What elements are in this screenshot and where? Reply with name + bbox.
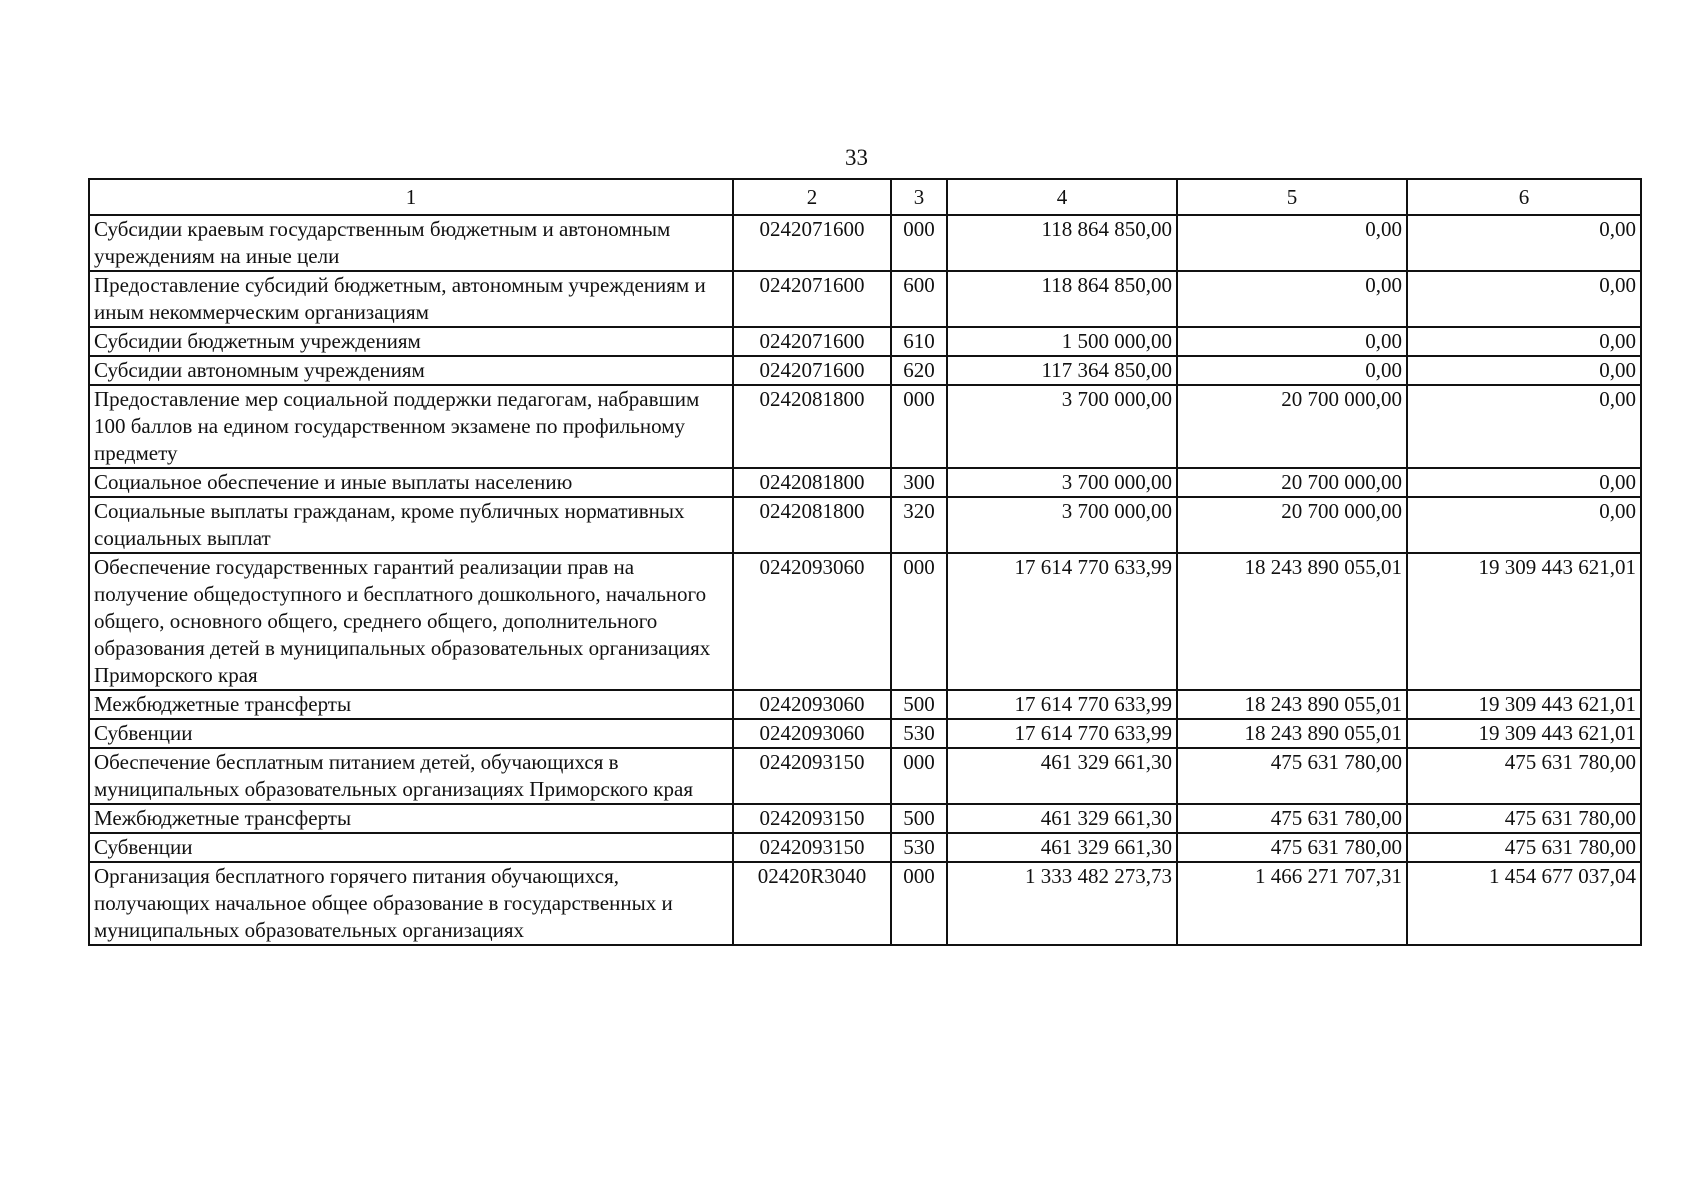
row-amount-col4: 3 700 000,00 (947, 385, 1177, 468)
row-target-code: 0242071600 (733, 215, 891, 271)
row-amount-col5: 20 700 000,00 (1177, 468, 1407, 497)
row-expense-type: 620 (891, 356, 947, 385)
row-name: Обеспечение бесплатным питанием детей, обучающихся в муниципальных образовательных организациях Приморского края (89, 748, 733, 804)
row-amount-col4: 3 700 000,00 (947, 497, 1177, 553)
row-amount-col6: 19 309 443 621,01 (1407, 719, 1641, 748)
row-expense-type: 300 (891, 468, 947, 497)
row-amount-col4: 1 333 482 273,73 (947, 862, 1177, 945)
page-number: 33 (845, 145, 868, 170)
row-amount-col5: 18 243 890 055,01 (1177, 719, 1407, 748)
table-row (89, 468, 1641, 497)
row-expense-type: 000 (891, 385, 947, 468)
row-name: Социальное обеспечение и иные выплаты населению (89, 468, 733, 497)
row-amount-col4: 17 614 770 633,99 (947, 719, 1177, 748)
row-amount-col4: 1 500 000,00 (947, 327, 1177, 356)
row-target-code: 0242093150 (733, 804, 891, 833)
table-header-row (89, 179, 1641, 215)
row-name: Субсидии автономным учреждениям (89, 356, 733, 385)
row-expense-type: 000 (891, 553, 947, 690)
header-col-1: 1 (89, 179, 733, 215)
row-target-code: 0242093150 (733, 748, 891, 804)
row-amount-col5: 1 466 271 707,31 (1177, 862, 1407, 945)
table-row (89, 862, 1641, 945)
row-expense-type: 600 (891, 271, 947, 327)
row-amount-col4: 461 329 661,30 (947, 804, 1177, 833)
header-col-3: 3 (891, 179, 947, 215)
row-name: Предоставление мер социальной поддержки педагогам, набравшим 100 баллов на едином государственном экзамене по профильному предмету (89, 385, 733, 468)
row-amount-col6: 19 309 443 621,01 (1407, 553, 1641, 690)
budget-table (88, 178, 1642, 946)
row-amount-col6: 1 454 677 037,04 (1407, 862, 1641, 945)
row-amount-col4: 17 614 770 633,99 (947, 553, 1177, 690)
row-target-code: 0242093060 (733, 719, 891, 748)
row-amount-col4: 461 329 661,30 (947, 748, 1177, 804)
row-amount-col5: 475 631 780,00 (1177, 833, 1407, 862)
table-row (89, 690, 1641, 719)
row-name: Субсидии краевым государственным бюджетным и автономным учреждениям на иные цели (89, 215, 733, 271)
row-amount-col5: 0,00 (1177, 356, 1407, 385)
row-amount-col6: 0,00 (1407, 385, 1641, 468)
row-amount-col6: 0,00 (1407, 356, 1641, 385)
row-expense-type: 000 (891, 748, 947, 804)
row-target-code: 0242081800 (733, 468, 891, 497)
row-amount-col4: 17 614 770 633,99 (947, 690, 1177, 719)
row-expense-type: 500 (891, 690, 947, 719)
row-target-code: 02420R3040 (733, 862, 891, 945)
table-row (89, 385, 1641, 468)
table-row (89, 553, 1641, 690)
row-name: Социальные выплаты гражданам, кроме публичных нормативных социальных выплат (89, 497, 733, 553)
row-name: Субвенции (89, 719, 733, 748)
row-amount-col5: 0,00 (1177, 271, 1407, 327)
row-amount-col6: 475 631 780,00 (1407, 804, 1641, 833)
row-amount-col5: 475 631 780,00 (1177, 748, 1407, 804)
row-amount-col6: 475 631 780,00 (1407, 748, 1641, 804)
row-name: Межбюджетные трансферты (89, 690, 733, 719)
row-target-code: 0242081800 (733, 385, 891, 468)
row-target-code: 0242093060 (733, 553, 891, 690)
row-name: Обеспечение государственных гарантий реализации прав на получение общедоступного и бесплатного дошкольного, начального общего, основного общего, среднего общего, дополнительного образования детей в муниципальных образовательных организациях Приморского края (89, 553, 733, 690)
row-amount-col6: 0,00 (1407, 215, 1641, 271)
row-target-code: 0242071600 (733, 327, 891, 356)
row-amount-col4: 461 329 661,30 (947, 833, 1177, 862)
row-amount-col5: 0,00 (1177, 327, 1407, 356)
row-expense-type: 320 (891, 497, 947, 553)
row-target-code: 0242071600 (733, 356, 891, 385)
row-amount-col5: 475 631 780,00 (1177, 804, 1407, 833)
header-col-5: 5 (1177, 179, 1407, 215)
row-expense-type: 500 (891, 804, 947, 833)
row-amount-col5: 18 243 890 055,01 (1177, 690, 1407, 719)
table-row (89, 356, 1641, 385)
table-row (89, 215, 1641, 271)
row-expense-type: 610 (891, 327, 947, 356)
row-amount-col4: 3 700 000,00 (947, 468, 1177, 497)
row-target-code: 0242071600 (733, 271, 891, 327)
row-name: Субсидии бюджетным учреждениям (89, 327, 733, 356)
table-row (89, 804, 1641, 833)
row-amount-col4: 118 864 850,00 (947, 215, 1177, 271)
row-amount-col6: 0,00 (1407, 468, 1641, 497)
table-row (89, 833, 1641, 862)
row-target-code: 0242093150 (733, 833, 891, 862)
row-target-code: 0242093060 (733, 690, 891, 719)
row-amount-col6: 0,00 (1407, 327, 1641, 356)
row-target-code: 0242081800 (733, 497, 891, 553)
row-amount-col6: 0,00 (1407, 497, 1641, 553)
row-amount-col4: 117 364 850,00 (947, 356, 1177, 385)
header-col-2: 2 (733, 179, 891, 215)
row-name: Субвенции (89, 833, 733, 862)
row-amount-col6: 0,00 (1407, 271, 1641, 327)
header-col-4: 4 (947, 179, 1177, 215)
row-expense-type: 530 (891, 719, 947, 748)
table-row (89, 327, 1641, 356)
row-name: Предоставление субсидий бюджетным, автономным учреждениям и иным некоммерческим организациям (89, 271, 733, 327)
row-amount-col5: 20 700 000,00 (1177, 385, 1407, 468)
table-row (89, 271, 1641, 327)
row-expense-type: 000 (891, 215, 947, 271)
row-amount-col5: 0,00 (1177, 215, 1407, 271)
row-name: Организация бесплатного горячего питания обучающихся, получающих начальное общее образование в государственных и муниципальных образовательных организациях (89, 862, 733, 945)
table-row (89, 748, 1641, 804)
row-amount-col6: 19 309 443 621,01 (1407, 690, 1641, 719)
table-row (89, 719, 1641, 748)
row-amount-col4: 118 864 850,00 (947, 271, 1177, 327)
row-amount-col5: 18 243 890 055,01 (1177, 553, 1407, 690)
row-expense-type: 000 (891, 862, 947, 945)
row-name: Межбюджетные трансферты (89, 804, 733, 833)
row-amount-col5: 20 700 000,00 (1177, 497, 1407, 553)
row-amount-col6: 475 631 780,00 (1407, 833, 1641, 862)
header-col-6: 6 (1407, 179, 1641, 215)
row-expense-type: 530 (891, 833, 947, 862)
table-row (89, 497, 1641, 553)
